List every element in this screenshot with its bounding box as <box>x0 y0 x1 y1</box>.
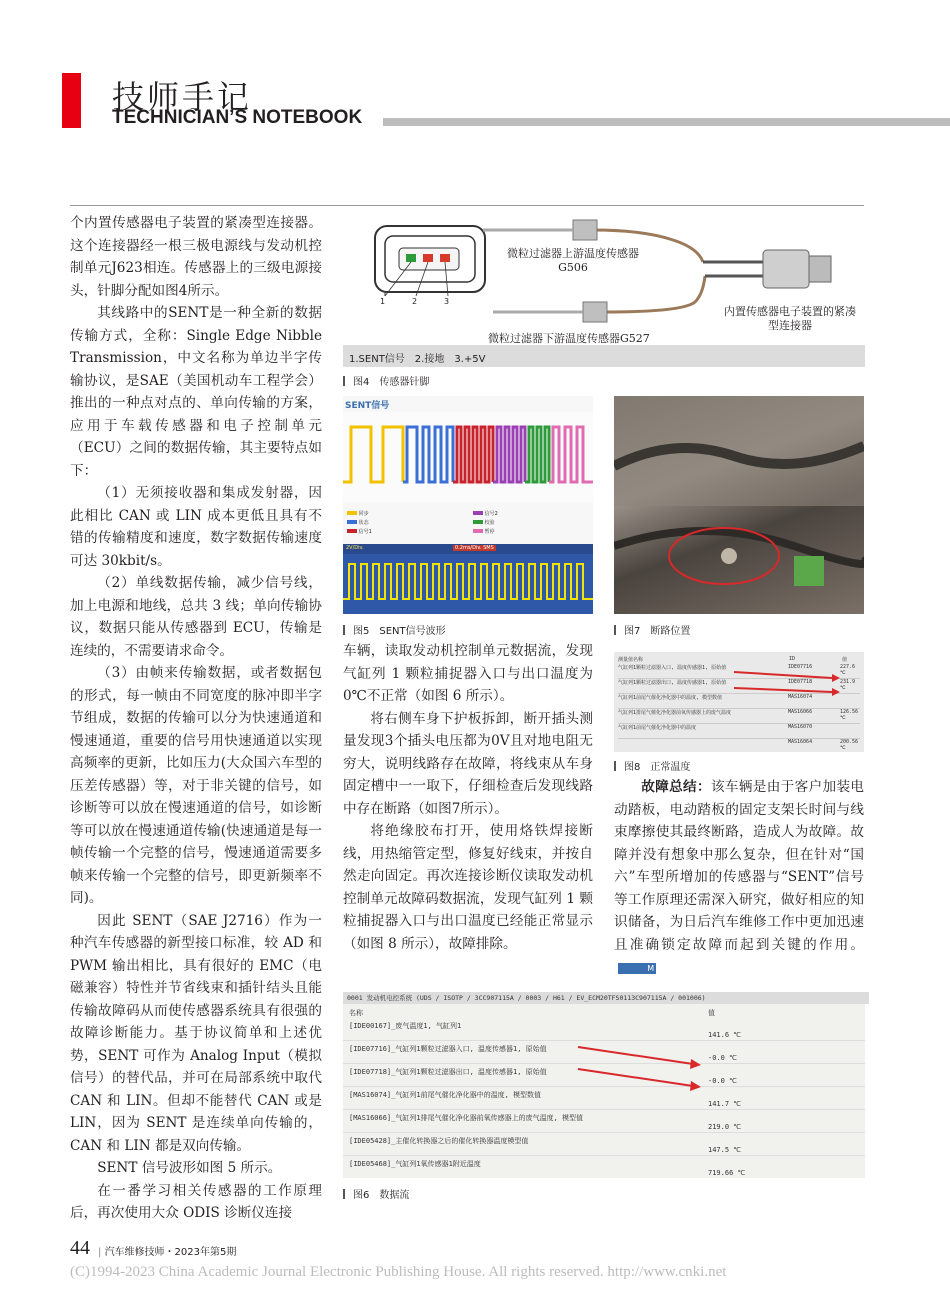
row-value: 231.9 ℃ <box>840 679 856 691</box>
paragraph: 将右侧车身下护板拆卸，断开插头测量发现3个插头电压都为0V且对地电阻无穷大，说明线路存在故障，将线束从车身固定槽中一一取下，仔细检查后发现线路中存在断路（如图7所示）。 <box>343 710 593 817</box>
legend-item: 状态 <box>358 520 369 526</box>
caption-text: 图5 SENT信号波形 <box>353 626 446 637</box>
caption-text: 图6 数据流 <box>353 1190 410 1201</box>
end-mark: M <box>618 963 656 974</box>
paragraph: 车辆，读取发动机控制单元数据流，发现气缸列 1 颗粒捕捉器入口与出口温度为 0℃不正常（如图 6 所示）。 <box>343 643 593 704</box>
pin-number: 2 <box>412 297 418 306</box>
row-value: 141.7 ℃ <box>708 1100 742 1108</box>
figure-6 <box>343 992 865 1178</box>
figure-caption <box>614 622 690 637</box>
label-line: G506 <box>558 261 588 274</box>
row-value: -0.0 ℃ <box>708 1054 737 1062</box>
row-name: [IDE00167]_废气温度1, 气缸列1 <box>349 1022 462 1030</box>
row-name: 气缸列1排尾气催化净化器前氧传感器上的废气温度 <box>618 710 732 716</box>
pin-number: 1 <box>380 297 386 306</box>
pin-number: 3 <box>444 297 450 306</box>
paragraph: 在一番学习相关传感器的工作原理后，再次使用大众 ODIS 诊断仪连接 <box>70 1182 322 1221</box>
row-value: 227.6 ℃ <box>840 664 856 676</box>
page-number: 44 <box>70 1237 90 1259</box>
figure-4 <box>343 212 865 367</box>
sent-waveform <box>343 412 593 502</box>
datastream-header: 0001 发动机电控系统 (UDS / ISOTP / 3CC907115A / 0003 / H61 / EV_ECM20TFS0113C907115A / 001006) <box>343 992 869 1004</box>
paragraph: 将绝缘胶布打开，使用烙铁焊接断线，用热缩管定型，修复好线束，并按自然走向固定。再次连接诊断仪读取发动机控制单元故障码数据流，发现气缸列 1 颗粒捕捉器入口与出口温度已经能正常显示（如图 8 所示），故障排除。 <box>343 823 593 952</box>
col-header: 值 <box>842 657 848 663</box>
row-name: 气缸列1颗粒过滤器出口, 温度传感器1, 原始值 <box>618 680 727 686</box>
copyright-notice: (C)1994-2023 China Academic Journal Electronic Publishing House. All rights reserved. http://www.cnki.net <box>70 1264 727 1280</box>
row-name: [IDE05428]_主催化转换器之后的催化转换器温度模型值 <box>349 1137 529 1145</box>
summary-text: 该车辆是由于客户加装电动踏板，电动踏板的固定支架长时间与线束摩擦使其最终断路，造成人为故障。故障并没有想象中那么复杂，但在针对“国六”车型所增加的传感器与“SENT”信号等工作原理还需深入研究，做好相应的知识储备，为日后汽车维修工作中更加迅速且准确锁定故障而起到关键的作用。 <box>614 779 865 953</box>
label-upper-sensor <box>483 247 663 275</box>
label-line: 微粒过滤器上游温度传感器 <box>507 247 639 260</box>
fault-summary <box>614 776 864 979</box>
row-id: MAS16074 <box>788 694 813 700</box>
row-name: [IDE07716]_气缸列1颗粒过滤器入口, 温度传感器1, 原始值 <box>349 1045 547 1053</box>
col-header: 值 <box>708 1009 715 1017</box>
sent-title: SENT信号 <box>345 401 390 411</box>
journal-text: 汽车维修技师・2023年第5期 <box>104 1247 237 1258</box>
scope-label: 0.2ms/Div. SMS <box>455 545 494 551</box>
legend-item: 信号1 <box>358 529 372 535</box>
legend-item: 暂停 <box>484 529 495 535</box>
oscilloscope-capture <box>343 544 593 614</box>
row-value: 126.56 ℃ <box>840 709 859 721</box>
caption-text: 图8 正常温度 <box>624 762 691 773</box>
figure-7 <box>614 396 864 614</box>
legend-item: 同步 <box>358 511 369 517</box>
figure-caption <box>614 758 690 773</box>
row-value: 147.5 ℃ <box>708 1146 742 1154</box>
journal-name: | 汽车维修技师・2023年第5期 <box>98 1247 237 1258</box>
col-header: 名称 <box>349 1009 363 1017</box>
article-column-1 <box>70 212 322 1225</box>
row-name: [MAS16074]_气缸列1前尾气催化净化器中的温度, 模型数值 <box>349 1091 542 1099</box>
scope-label: 2V/Div. <box>346 545 364 551</box>
row-id: IDE07718 <box>788 679 813 685</box>
caption-text: 图4 传感器针脚 <box>353 377 430 388</box>
row-name: [IDE07718]_气缸列1颗粒过滤器出口, 温度传感器1, 原始值 <box>349 1068 547 1076</box>
paragraph: （3）由帧来传输数据，或者数据包的形式，每一帧由不同宽度的脉冲即半字节组成，数据的传输可以分为快速通道和慢速通道，重要的信号用快速通道以实现高频率的更新，比如压力(大众国六车型的压差传感器）等，对于非关键的信号，如诊断等可以放在慢速通道的信号，如诊断等可以放在慢速通道传输(快速通道是每一帧传输一个完整的信号，慢速通道需要多帧来传输一个完整的信号，即更新频率不同)。 <box>70 665 322 906</box>
row-value: 200.56 ℃ <box>840 739 859 751</box>
article-column-2 <box>343 640 593 955</box>
row-name: [MAS16066]_气缸列1排尾气催化净化器前氧传感器上的废气温度, 模型值 <box>349 1114 584 1122</box>
col-header: ID <box>789 656 796 662</box>
caption-text: 图7 断路位置 <box>624 626 691 637</box>
row-id: MAS16066 <box>788 709 813 715</box>
section-title-en: TECHNICIAN’S NOTEBOOK <box>112 107 363 128</box>
paragraph: 其线路中的SENT是一种全新的数据传输方式，全称：Single Edge Nibble Transmission，中文名称为单边半字传输协议，是SAE（美国机动车工程学会）推出的一种点对点的、单向传输的方案，应用于车载传感器和电子控制单元（ECU）之间的数据传输，其主要特点如下： <box>70 305 322 479</box>
figure-caption <box>343 622 446 637</box>
legend-item: 信号2 <box>484 511 498 517</box>
label-connector <box>715 305 865 333</box>
annotation-arrows <box>343 992 865 1178</box>
row-name: 气缸列1前尾气催化净化器中的温度, 模型数值 <box>618 695 723 701</box>
summary-label: 故障总结： <box>641 779 711 795</box>
row-name: 气缸列1颗粒过滤器入口, 温度传感器1, 原始值 <box>618 665 727 671</box>
row-id: MAS16070 <box>788 724 813 730</box>
row-id: IDE07716 <box>788 664 813 670</box>
top-divider <box>70 205 864 206</box>
row-value: 219.0 ℃ <box>708 1123 742 1131</box>
col-header: 测量值名称 <box>618 657 644 663</box>
figure-8 <box>614 652 864 752</box>
label-lower-sensor: 微粒过滤器下游温度传感器G527 <box>488 332 650 345</box>
paragraph: （1）无须接收器和集成发射器，因此相比 CAN 或 LIN 成本更低且具有不错的传输精度和速度，数字数据传输速度可达 30kbit/s。 <box>70 485 322 569</box>
row-value: -0.0 ℃ <box>708 1077 737 1085</box>
breakpoint-photo <box>614 396 864 614</box>
paragraph: 因此 SENT（SAE J2716）作为一种汽车传感器的新型接口标准，较 AD 和 PWM 输出相比，具有很好的 EMC（电磁兼容）特性并节省线束和插针结头且能传输故障码从而使传感器系统具有很强的故障诊断能力。基于协议简单和上述优势，SENT 可作为 Analog Input（模拟信号）的替代品，并可在局部系统中取代 CAN 和 LIN。但却不能替代 CAN 或是 LIN，因为 SENT 是连续单向传输的，CAN 和 LIN 都是双向传输。 <box>70 912 322 1154</box>
row-value: 719.66 ℃ <box>708 1169 746 1177</box>
figure-5 <box>343 396 593 614</box>
row-value: 141.6 ℃ <box>708 1031 742 1039</box>
figure-caption <box>343 373 429 388</box>
paragraph: SENT 信号波形如图 5 所示。 <box>97 1160 282 1176</box>
header-red-bar <box>62 73 81 128</box>
paragraph: （2）单线数据传输，减少信号线，加上电源和地线，总共 3 线；单向传输协议，数据只能从传感器到 ECU，传输是连续的，不需要请求命令。 <box>70 575 322 659</box>
waveform-legend <box>343 508 593 538</box>
row-id: MAS16064 <box>788 739 813 745</box>
label-line: 内置传感器电子装置的紧凑 <box>724 305 856 318</box>
header-rule <box>383 118 950 126</box>
label-line: 型连接器 <box>768 319 812 332</box>
legend-item: 校验 <box>484 520 495 526</box>
paragraph: 个内置传感器电子装置的紧凑型连接器。这个连接器经一根三极电源线与发动机控制单元J623相连。传感器上的三级电源接头，针脚分配如图4所示。 <box>70 215 322 299</box>
annotation-arrows <box>614 652 864 752</box>
scope-waveform <box>343 554 593 614</box>
row-name: 气缸列1前尾气催化净化器中的温度 <box>618 725 697 731</box>
row-name: [IDE05468]_气缸列1氧传感器1附近温度 <box>349 1160 481 1168</box>
figure-caption <box>343 1186 409 1201</box>
section-title: 技师手记 <box>112 78 253 116</box>
pin-legend: 1.SENT信号 2.接地 3.+5V <box>349 354 486 365</box>
